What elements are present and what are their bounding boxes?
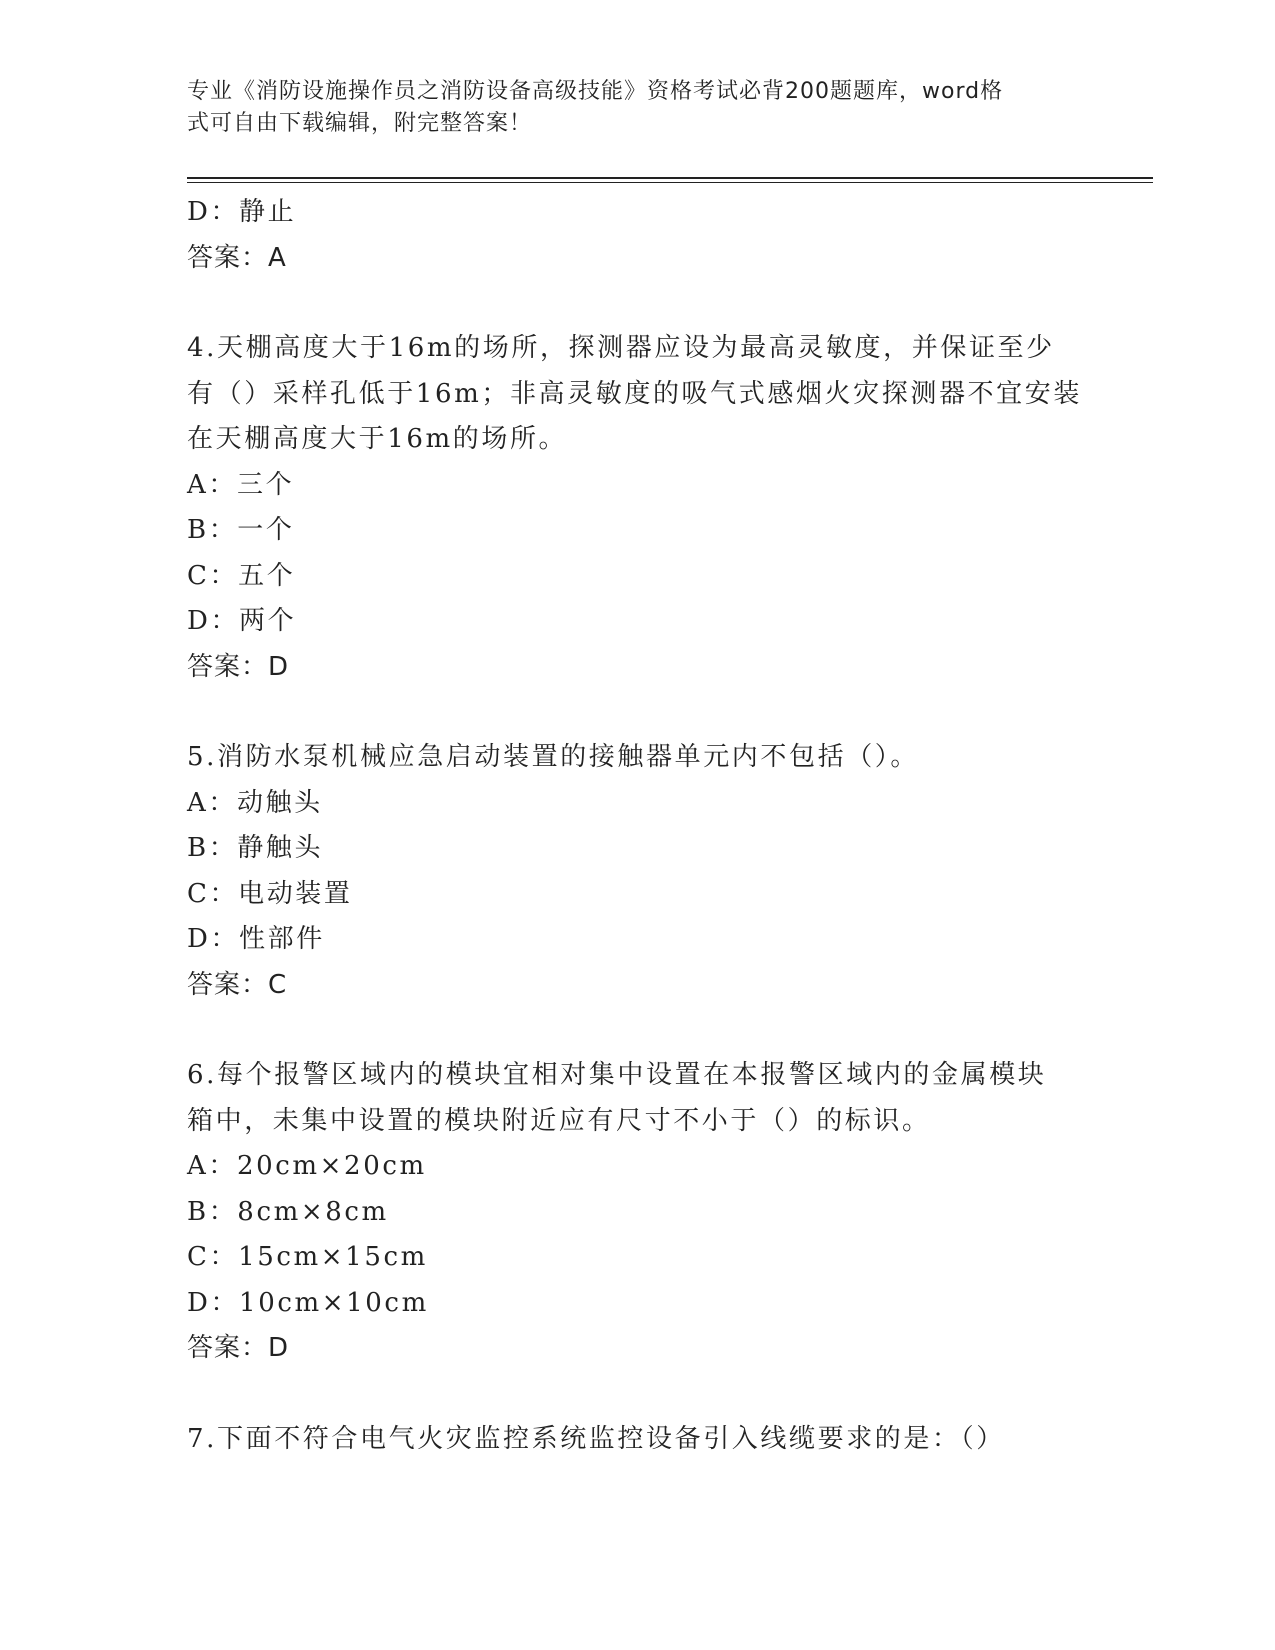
question-4 bbox=[187, 326, 1087, 690]
answer: 答案：C bbox=[187, 969, 288, 1000]
header-divider-thin bbox=[187, 182, 1153, 183]
question-text-line: 4.天棚高度大于16m的场所，探测器应设为最高灵敏度，并保证至少 bbox=[187, 333, 1055, 363]
header-divider-thick bbox=[187, 177, 1153, 179]
option-a: A：三个 bbox=[187, 469, 295, 500]
answer: 答案：A bbox=[187, 242, 287, 273]
option-d: D：两个 bbox=[187, 606, 297, 636]
header-line-1: 专业《消防设施操作员之消防设备高级技能》资格考试必背200题题库，word格 bbox=[187, 79, 1004, 104]
question-text-line: 6.每个报警区域内的模块宜相对集中设置在本报警区域内的金属模块 bbox=[187, 1060, 1047, 1090]
spacer bbox=[187, 281, 1087, 326]
option-d: D：10cm×10cm bbox=[187, 1287, 429, 1318]
question-7 bbox=[187, 1417, 1087, 1463]
option-a: A：动触头 bbox=[187, 787, 323, 818]
answer: 答案：D bbox=[187, 651, 290, 682]
option-a: A：20cm×20cm bbox=[187, 1151, 427, 1181]
option-b: B：一个 bbox=[187, 515, 295, 545]
option-b: B：静触头 bbox=[187, 833, 324, 863]
spacer bbox=[187, 1008, 1087, 1053]
option-c: C：15cm×15cm bbox=[187, 1242, 428, 1272]
document-header bbox=[187, 76, 1067, 140]
option-b: B：8cm×8cm bbox=[187, 1196, 389, 1227]
question-text-line: 箱中，未集中设置的模块附近应有尺寸不小于（）的标识。 bbox=[187, 1105, 931, 1136]
document-body bbox=[187, 190, 1087, 1462]
question-text-line: 7.下面不符合电气火灾监控系统监控设备引入线缆要求的是：（） bbox=[187, 1423, 1005, 1454]
option-d: D：性部件 bbox=[187, 924, 325, 954]
option-c: C：电动装置 bbox=[187, 878, 353, 909]
spacer bbox=[187, 690, 1087, 735]
question-text-line: 5.消防水泵机械应急启动装置的接触器单元内不包括（）。 bbox=[187, 742, 920, 772]
option-d: D：静止 bbox=[187, 197, 297, 227]
question-6 bbox=[187, 1053, 1087, 1372]
question-3-tail bbox=[187, 190, 1087, 281]
question-text-line: 在天棚高度大于16m的场所。 bbox=[187, 424, 568, 454]
question-text-line: 有（）采样孔低于16m；非高灵敏度的吸气式感烟火灾探测器不宜安装 bbox=[187, 378, 1082, 409]
header-line-2: 式可自由下载编辑，附完整答案！ bbox=[187, 111, 533, 136]
answer: 答案：D bbox=[187, 1333, 290, 1363]
option-c: C：五个 bbox=[187, 560, 296, 591]
spacer bbox=[187, 1372, 1087, 1417]
question-5 bbox=[187, 735, 1087, 1008]
